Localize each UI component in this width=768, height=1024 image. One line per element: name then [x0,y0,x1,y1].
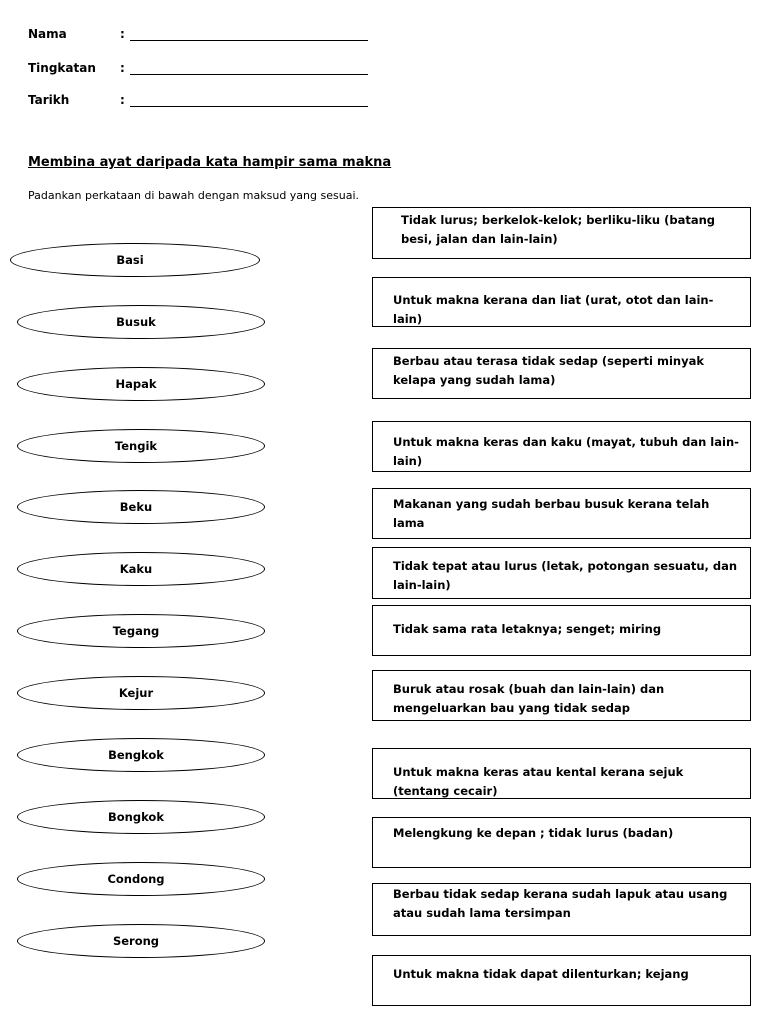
word-oval: Kaku [17,552,265,586]
field-date-label: Tarikh [28,93,70,107]
meaning-box: Untuk makna keras dan kaku (mayat, tubuh dan lain-lain) [372,421,751,472]
field-date-colon: : [120,93,125,107]
field-date-line[interactable] [130,106,368,107]
meaning-box: Untuk makna tidak dapat dilenturkan; kejang [372,955,751,1006]
meaning-box: Tidak sama rata letaknya; senget; miring [372,605,751,656]
meaning-box: Berbau atau terasa tidak sedap (seperti minyak kelapa yang sudah lama) [372,348,751,399]
meaning-box: Makanan yang sudah berbau busuk kerana telah lama [372,488,751,539]
field-level-colon: : [120,61,125,75]
meaning-box: Berbau tidak sedap kerana sudah lapuk atau usang atau sudah lama tersimpan [372,883,751,936]
word-oval: Tegang [17,614,265,648]
section-title: Membina ayat daripada kata hampir sama makna [28,155,392,170]
word-oval: Hapak [17,367,265,401]
meaning-box: Melengkung ke depan ; tidak lurus (badan) [372,817,751,868]
field-name-line[interactable] [130,40,368,41]
meaning-box: Buruk atau rosak (buah dan lain-lain) dan mengeluarkan bau yang tidak sedap [372,670,751,721]
word-oval: Kejur [17,676,265,710]
word-oval: Busuk [17,305,265,339]
word-oval: Beku [17,490,265,524]
meaning-box: Untuk makna kerana dan liat (urat, otot dan lain-lain) [372,277,751,327]
field-level-label: Tingkatan [28,61,96,75]
instruction-text: Padankan perkataan di bawah dengan maksud yang sesuai. [28,189,359,202]
field-name-label: Nama [28,27,67,41]
word-oval: Bongkok [17,800,265,834]
meaning-box: Tidak tepat atau lurus (letak, potongan sesuatu, dan lain-lain) [372,547,751,599]
field-level-line[interactable] [130,74,368,75]
word-oval: Serong [17,924,265,958]
meaning-box: Tidak lurus; berkelok-kelok; berliku-liku (batang besi, jalan dan lain-lain) [372,207,751,259]
field-name-colon: : [120,27,125,41]
word-oval: Basi [10,243,260,277]
word-oval: Tengik [17,429,265,463]
meaning-box: Untuk makna keras atau kental kerana sejuk (tentang cecair) [372,748,751,799]
word-oval: Condong [17,862,265,896]
word-oval: Bengkok [17,738,265,772]
